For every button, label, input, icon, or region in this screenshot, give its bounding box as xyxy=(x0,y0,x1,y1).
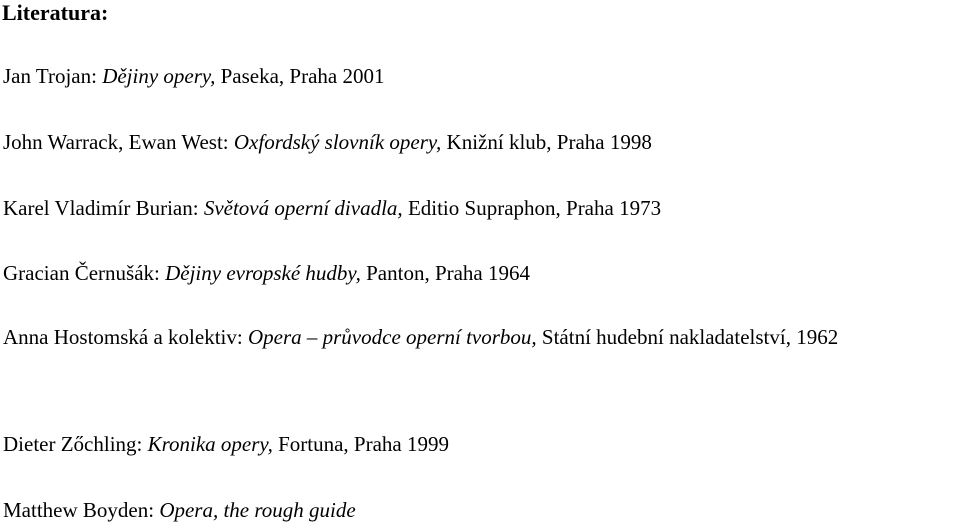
reference-entry-1 xyxy=(3,64,384,88)
reference-author: Matthew Boyden: xyxy=(3,498,155,522)
reference-author: Karel Vladimír Burian: xyxy=(3,196,199,220)
reference-entry-4 xyxy=(3,261,530,285)
reference-title: Opera, the rough guide xyxy=(159,498,356,522)
reference-publisher: Knižní klub, Praha 1998 xyxy=(446,130,652,154)
reference-publisher: Paseka, Praha 2001 xyxy=(220,64,385,88)
reference-author: Gracian Černušák: xyxy=(3,261,160,285)
reference-entry-7 xyxy=(3,498,356,522)
reference-title: Oxfordský slovník opery, xyxy=(233,130,442,154)
reference-entry-3 xyxy=(3,196,661,220)
reference-title: Opera – průvodce operní tvorbou, xyxy=(247,325,537,349)
reference-author: John Warrack, Ewan West: xyxy=(3,130,229,154)
reference-author: Jan Trojan: xyxy=(3,64,97,88)
reference-title: Kronika opery, xyxy=(147,432,273,456)
reference-title: Dějiny evropské hudby, xyxy=(165,261,361,285)
reference-title: Světová operní divadla, xyxy=(203,196,403,220)
reference-entry-2 xyxy=(3,130,652,154)
reference-author: Anna Hostomská a kolektiv: xyxy=(3,325,243,349)
literature-heading: Literatura: xyxy=(2,0,109,25)
reference-publisher: Panton, Praha 1964 xyxy=(366,261,531,285)
reference-entry-5 xyxy=(3,316,958,358)
reference-publisher: Fortuna, Praha 1999 xyxy=(278,432,449,456)
reference-entry-6 xyxy=(3,432,449,456)
reference-publisher: Státní hudební nakladatelství, 1962 xyxy=(541,325,839,349)
reference-publisher: Editio Supraphon, Praha 1973 xyxy=(407,196,662,220)
reference-title: Dějiny opery, xyxy=(102,64,216,88)
reference-author: Dieter Zőchling: xyxy=(3,432,143,456)
